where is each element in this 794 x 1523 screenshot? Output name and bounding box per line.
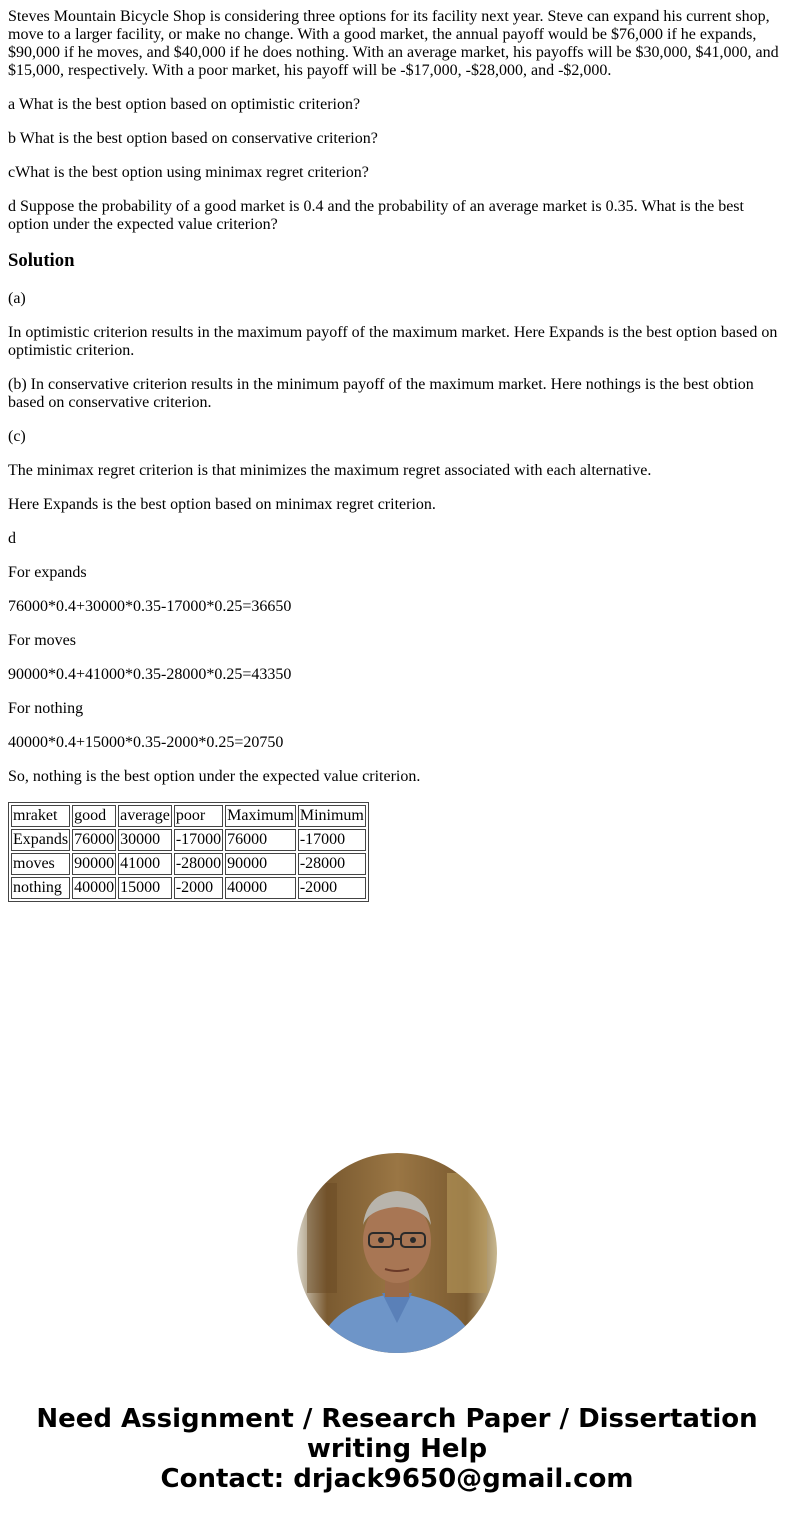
solution-heading: Solution <box>8 250 75 271</box>
solution-a-text: In optimistic criterion results in the maximum payoff of the maximum market. Here Expands is the best option based on optimistic criterion. <box>8 324 778 359</box>
help-advertisement <box>0 1404 794 1494</box>
question-part-c: cWhat is the best option using minimax regret criterion? <box>8 164 369 181</box>
table-header-row <box>11 805 366 827</box>
table-header-cell: mraket <box>11 805 70 827</box>
question-intro: Steves Mountain Bicycle Shop is considering three options for its facility next year. Steve can expand his current shop, move to a larger facility, or make no change. With a good market, the annual payoff would be $76,000 if he expands, $90,000 if he moves, and $40,000 if he does nothing. With an average market, his payoffs will be $30,000, $41,000, and $15,000, respectively. With a poor market, his payoff will be -$17,000, -$28,000, and -$2,000. <box>8 8 779 79</box>
solution-a-label: (a) <box>8 290 26 307</box>
table-header-cell: Minimum <box>298 805 366 827</box>
table-cell: 40000 <box>72 877 116 899</box>
nothing-label: For nothing <box>8 700 84 717</box>
table-cell: -2000 <box>174 877 223 899</box>
table-cell: -17000 <box>174 829 223 851</box>
table-cell: 76000 <box>72 829 116 851</box>
table-header-cell: Maximum <box>225 805 296 827</box>
avatar-portrait <box>297 1153 497 1353</box>
table-cell: 76000 <box>225 829 296 851</box>
table-cell: nothing <box>11 877 70 899</box>
table-header-cell: average <box>118 805 172 827</box>
question-part-a: a What is the best option based on optimistic criterion? <box>8 96 361 113</box>
solution-d-label: d <box>8 530 16 547</box>
table-cell: 40000 <box>225 877 296 899</box>
conclusion: So, nothing is the best option under the expected value criterion. <box>8 768 421 785</box>
solution-c-label: (c) <box>8 428 26 445</box>
expands-calc: 76000*0.4+30000*0.35-17000*0.25=36650 <box>8 598 292 615</box>
ad-line-1: Need Assignment / Research Paper / Dissertation <box>36 1404 758 1434</box>
question-part-d: d Suppose the probability of a good market is 0.4 and the probability of an average market is 0.35. What is the best option under the expected value criterion? <box>8 198 744 233</box>
table-cell: moves <box>11 853 70 875</box>
document-body <box>8 8 786 902</box>
solution-c-text1: The minimax regret criterion is that minimizes the maximum regret associated with each alternative. <box>8 462 652 479</box>
table-cell: -28000 <box>174 853 223 875</box>
solution-b-text: (b) In conservative criterion results in the minimum payoff of the maximum market. Here nothings is the best obtion based on conservative criterion. <box>8 376 754 411</box>
table-row <box>11 877 366 899</box>
table-row <box>11 853 366 875</box>
table-row <box>11 829 366 851</box>
moves-label: For moves <box>8 632 76 649</box>
solution-c-text2: Here Expands is the best option based on minimax regret criterion. <box>8 496 436 513</box>
question-part-b: b What is the best option based on conservative criterion? <box>8 130 378 147</box>
table-cell: -2000 <box>298 877 366 899</box>
moves-calc: 90000*0.4+41000*0.35-28000*0.25=43350 <box>8 666 292 683</box>
table-header-cell: good <box>72 805 116 827</box>
table-cell: 90000 <box>72 853 116 875</box>
author-avatar <box>297 1153 497 1353</box>
table-cell: Expands <box>11 829 70 851</box>
table-cell: -28000 <box>298 853 366 875</box>
table-cell: 90000 <box>225 853 296 875</box>
expands-label: For expands <box>8 564 87 581</box>
ad-contact: Contact: drjack9650@gmail.com <box>160 1464 634 1494</box>
table-cell: 15000 <box>118 877 172 899</box>
ad-line-2: writing Help <box>306 1434 488 1464</box>
nothing-calc: 40000*0.4+15000*0.35-2000*0.25=20750 <box>8 734 284 751</box>
table-cell: -17000 <box>298 829 366 851</box>
table-cell: 30000 <box>118 829 172 851</box>
table-cell: 41000 <box>118 853 172 875</box>
payoff-table <box>8 802 369 902</box>
table-header-cell: poor <box>174 805 223 827</box>
